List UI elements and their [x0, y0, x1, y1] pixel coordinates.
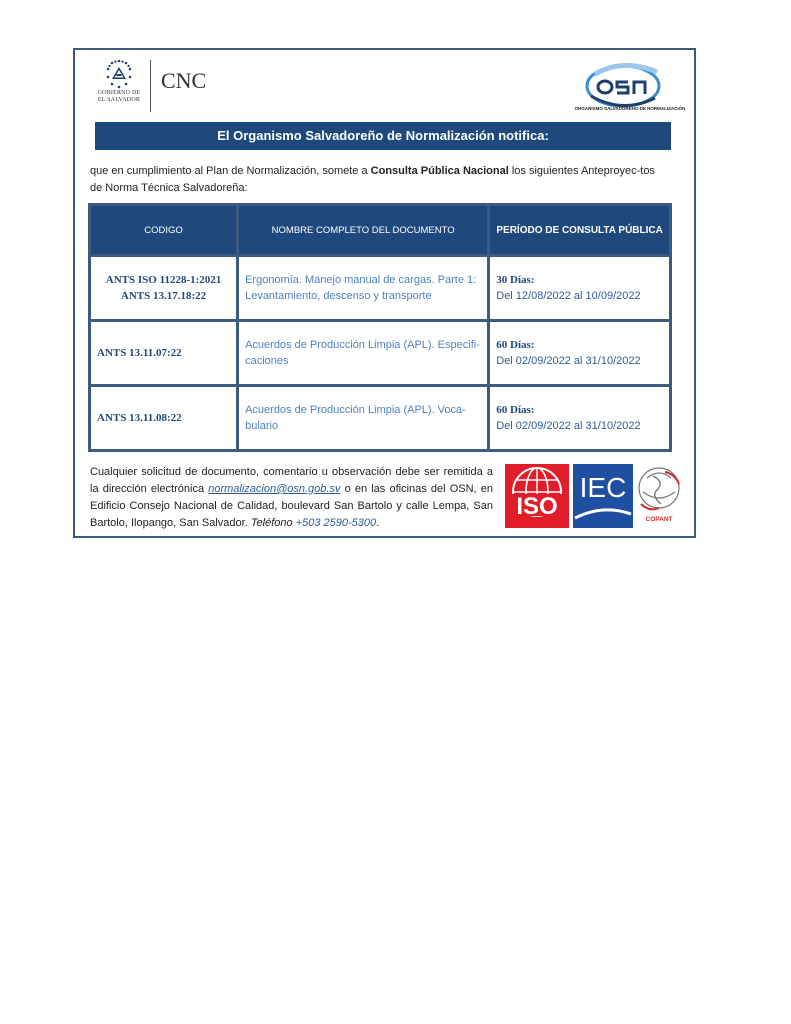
documents-table — [88, 203, 672, 452]
intro-bold: Consulta Pública Nacional — [370, 165, 509, 177]
row-code — [91, 322, 236, 384]
row-name: Acuerdos de Producción Limpia (APL). Especifi-caciones — [239, 322, 487, 384]
row-code — [91, 257, 236, 319]
period-dates: Del 02/09/2022 al 31/10/2022 — [496, 355, 641, 367]
intro-paragraph — [90, 163, 663, 197]
code-line-2: ANTS 13.17.18:22 — [120, 290, 207, 302]
table-row — [91, 387, 669, 449]
table-row — [91, 322, 669, 384]
phone-label: Teléfono — [250, 517, 296, 529]
gobierno-el-salvador-logo — [95, 58, 143, 116]
header-name: NOMBRE COMPLETO DEL DOCUMENTO — [239, 206, 487, 254]
row-name: Ergonomía. Manejo manual de cargas. Parte 1: Levantamiento, descenso y transporte — [239, 257, 487, 319]
iec-logo — [573, 464, 633, 528]
gov-line-1: GOBIERNO DE — [97, 90, 141, 96]
copant-globe-icon — [635, 464, 683, 516]
table-row — [91, 257, 669, 319]
footer-text-1: Cualquier solicitud de documento, comentario u observación debe ser remitida a la dirección electrónica — [90, 466, 493, 495]
iso-logo — [505, 464, 569, 528]
period-dates: Del 02/09/2022 al 31/10/2022 — [496, 420, 641, 432]
intro-after: los siguientes Anteproyec-tos de Norma Técnica Salvadoreña: — [90, 165, 655, 194]
iec-text: IEC — [579, 472, 627, 503]
cnc-logo-text: CNC — [161, 68, 207, 93]
footer-end: . — [376, 517, 380, 529]
notice-title: El Organismo Salvadoreño de Normalización notifica: — [95, 122, 671, 150]
row-period — [490, 322, 669, 384]
period-days: 60 Días: — [496, 339, 535, 351]
notice-card — [73, 48, 696, 538]
code-line-1: ANTS 13.11.08:22 — [97, 412, 182, 424]
period-days: 30 Días: — [496, 274, 535, 286]
row-period — [490, 387, 669, 449]
iso-text: ISO — [516, 493, 558, 520]
osn-caption: ORGANISMO SALVADOREÑO DE NORMALIZACIÓN — [574, 106, 686, 111]
copant-logo — [635, 464, 683, 528]
header-code: CODIGO — [91, 206, 236, 254]
footer-paragraph — [90, 464, 493, 532]
row-period — [490, 257, 669, 319]
row-code — [91, 387, 236, 449]
copant-text: COPANT — [645, 516, 673, 523]
logo-divider — [150, 60, 151, 112]
footer-text-2: o en las oficinas del OSN, en Edificio Consejo Nacional de Calidad, boulevard San Bartolo y calle Lempa, San Bartolo, Ilopango, San Salvador. — [90, 483, 493, 529]
period-days: 60 Días: — [496, 404, 535, 416]
coat-of-arms-icon — [104, 58, 134, 90]
row-name: Acuerdos de Producción Limpia (APL). Voca-bulario — [239, 387, 487, 449]
intro-before: que en cumplimiento al Plan de Normalización, somete a — [90, 165, 371, 177]
header-period: PERÍODO DE CONSULTA PÚBLICA — [490, 206, 669, 254]
code-line-1: ANTS 13.11.07:22 — [97, 347, 182, 359]
code-line-1: ANTS ISO 11228-1:2021 — [105, 274, 222, 286]
email-link[interactable]: normalizacion@osn.gob.sv — [208, 483, 341, 495]
period-dates: Del 12/08/2022 al 10/09/2022 — [496, 290, 641, 302]
iso-globe-icon — [505, 464, 569, 528]
iec-arc-icon — [573, 464, 633, 528]
gov-line-2: EL SALVADOR — [97, 97, 141, 103]
phone-number: +503 2590-5300 — [295, 517, 377, 529]
table-header-row — [91, 206, 669, 254]
